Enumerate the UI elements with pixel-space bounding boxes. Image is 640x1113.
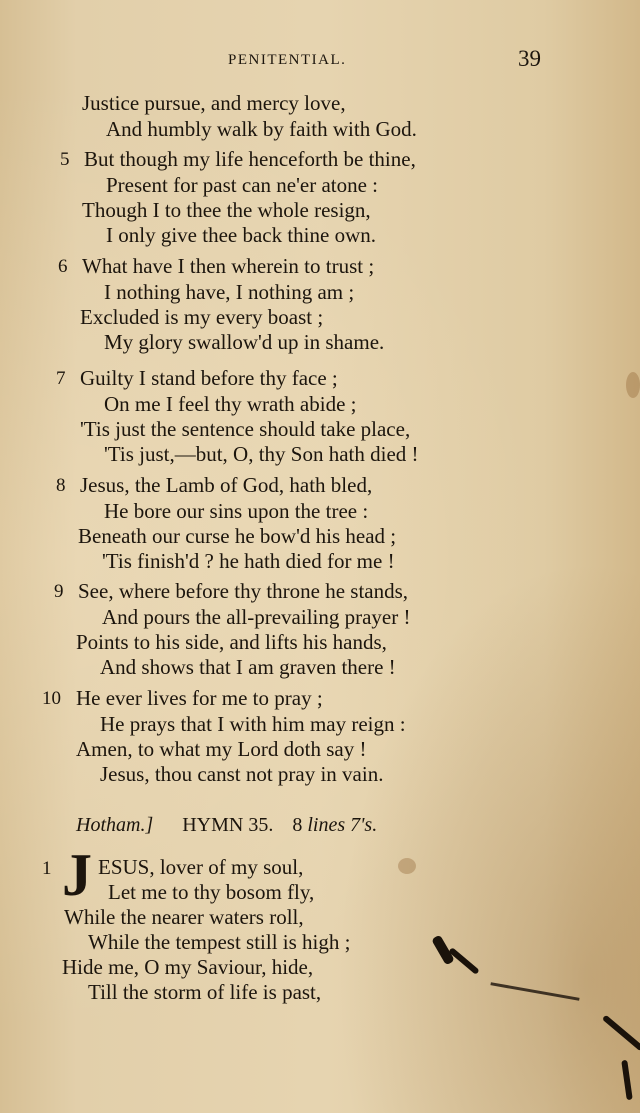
verse-line: He prays that I with him may reign : bbox=[100, 712, 406, 736]
verse-line: He ever lives for me to pray ; bbox=[76, 686, 323, 710]
verse-line: I only give thee back thine own. bbox=[106, 223, 377, 247]
verse-line: See, where before thy throne he stands, bbox=[78, 579, 409, 603]
verse-line: Hide me, O my Saviour, hide, bbox=[62, 955, 314, 979]
verse-line: And shows that I am graven there ! bbox=[100, 655, 396, 679]
verse-line: While the nearer waters roll, bbox=[64, 905, 304, 929]
verse-line: Beneath our curse he bow'd his head ; bbox=[78, 524, 397, 548]
verse-line: Points to his side, and lifts his hands, bbox=[76, 630, 387, 654]
tune-name: Hotham.] bbox=[76, 814, 154, 836]
ink-streak bbox=[602, 1015, 640, 1052]
verse-line: My glory swallow'd up in shame. bbox=[104, 330, 385, 354]
verse-line: Excluded is my every boast ; bbox=[80, 305, 324, 329]
stanza-number: 9 bbox=[54, 581, 64, 602]
stanza-number: 6 bbox=[58, 256, 68, 277]
verse-line: Guilty I stand before thy face ; bbox=[80, 366, 338, 390]
verse-line: 'Tis just the sentence should take place, bbox=[80, 417, 411, 441]
verse-line: But though my life henceforth be thine, bbox=[84, 147, 416, 171]
stanza-number: 5 bbox=[60, 149, 70, 170]
paper-stain bbox=[626, 372, 640, 398]
hymn-title: HYMN 35. bbox=[182, 814, 274, 836]
verse-line: I nothing have, I nothing am ; bbox=[104, 280, 355, 304]
hymn-header bbox=[76, 812, 377, 838]
verse-line: Let me to thy bosom fly, bbox=[108, 880, 315, 904]
stanza-number: 10 bbox=[42, 688, 61, 709]
verse-line: 'Tis finish'd ? he hath died for me ! bbox=[102, 549, 395, 573]
verse-line: Amen, to what my Lord doth say ! bbox=[76, 737, 367, 761]
ink-streak bbox=[621, 1060, 633, 1100]
verse-line: While the tempest still is high ; bbox=[88, 930, 351, 954]
verse-line: Jesus, thou canst not pray in vain. bbox=[100, 762, 384, 786]
hymn-meter: 8 lines 7's. bbox=[292, 814, 378, 836]
stanza-number: 1 bbox=[42, 858, 52, 879]
verse-line: Justice pursue, and mercy love, bbox=[82, 91, 346, 115]
page-number: 39 bbox=[518, 46, 541, 71]
verse-line: What have I then wherein to trust ; bbox=[82, 254, 375, 278]
ink-streak bbox=[490, 982, 579, 1001]
verse-line: On me I feel thy wrath abide ; bbox=[104, 392, 357, 416]
verse-line: He bore our sins upon the tree : bbox=[104, 499, 369, 523]
verse-line: ESUS, lover of my soul, bbox=[98, 855, 304, 879]
running-title: PENITENTIAL. bbox=[228, 52, 347, 68]
stanza-number: 7 bbox=[56, 368, 66, 389]
verse-line: Till the storm of life is past, bbox=[88, 980, 322, 1004]
verse-line: Jesus, the Lamb of God, hath bled, bbox=[80, 473, 373, 497]
drop-cap: J bbox=[62, 842, 92, 908]
verse-line: 'Tis just,—but, O, thy Son hath died ! bbox=[104, 442, 419, 466]
verse-line: And pours the all-prevailing prayer ! bbox=[102, 605, 411, 629]
verse-line: Though I to thee the whole resign, bbox=[82, 198, 371, 222]
verse-line: Present for past can ne'er atone : bbox=[106, 173, 379, 197]
paper-stain bbox=[398, 858, 416, 874]
stanza-number: 8 bbox=[56, 475, 66, 496]
verse-line: And humbly walk by faith with God. bbox=[106, 117, 417, 141]
